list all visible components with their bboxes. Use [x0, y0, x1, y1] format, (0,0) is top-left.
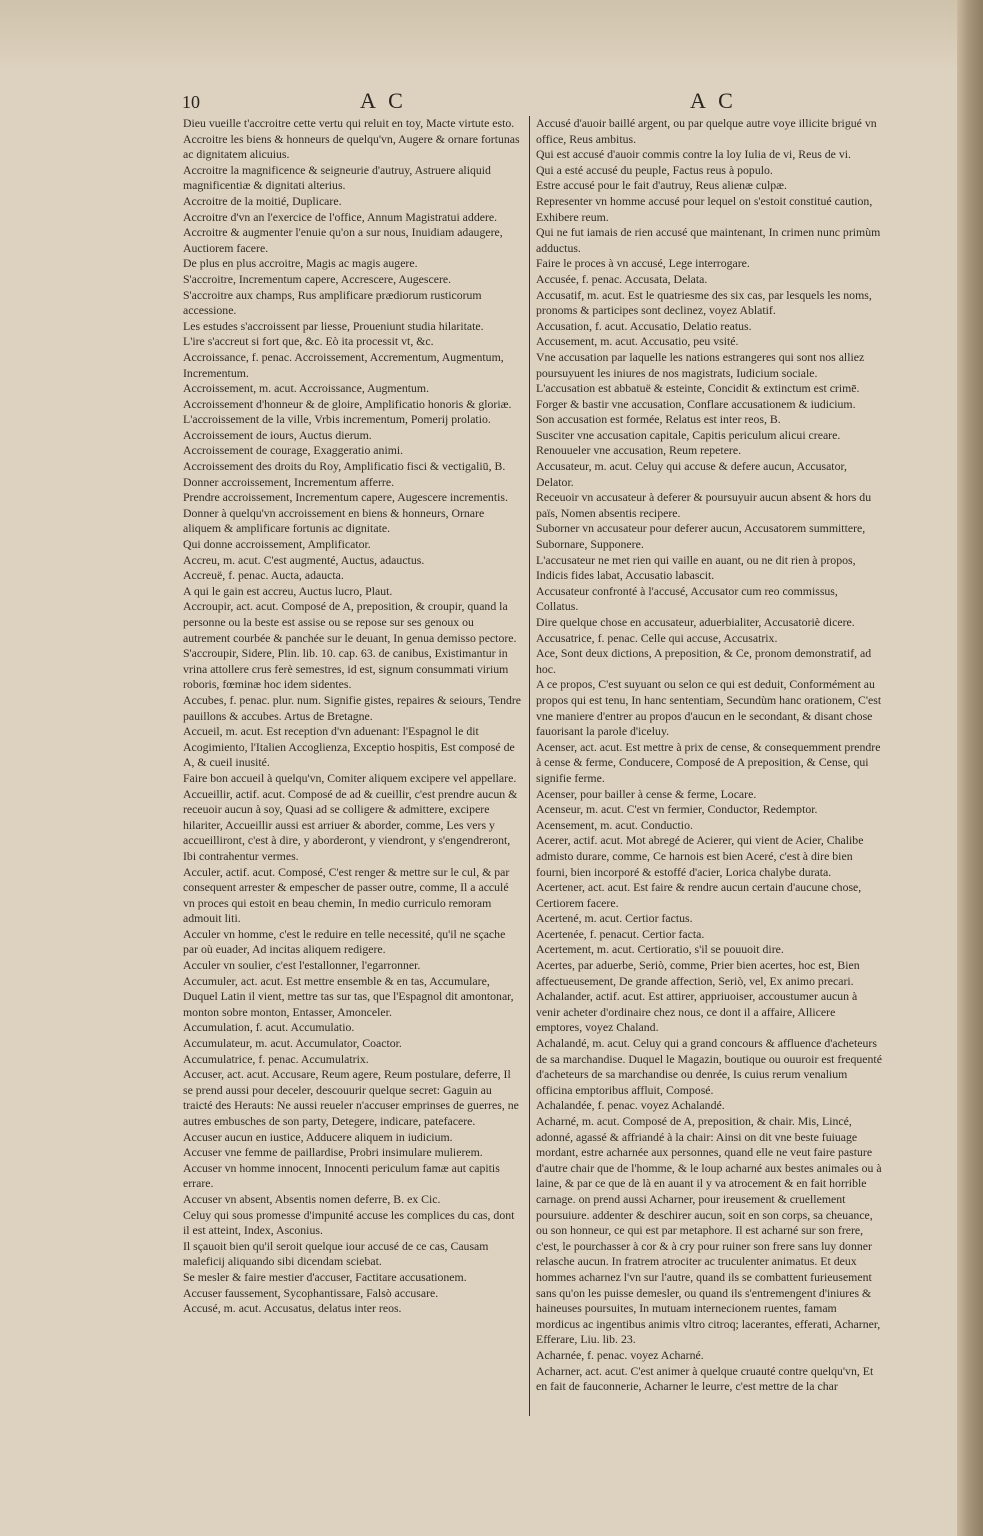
dictionary-entry: L'accusateur ne met rien qui vaille en auant, ou ne dit rien à propos, Indicis fides labat, Accusatio labascit.: [536, 552, 856, 583]
dictionary-entry: Accuser vne femme de paillardise, Probri insimulare mulierem.: [183, 1145, 483, 1160]
dictionary-entry: Renouueler vne accusation, Reum repetere.: [536, 443, 742, 458]
dictionary-entry: Faire le proces à vn accusé, Lege interrogare.: [536, 256, 750, 271]
dictionary-entry: Accuser, act. acut. Accusare, Reum agere, Reum postulare, deferre, Il se prend aussi pour deceler, descouurir quelque secret: Gaguin au traicté des Herauts: Ne aussi reueler n'accuser emprinses de guerres, ne autres embusches de son party, Detegere, indicare, patefacere.: [183, 1067, 519, 1128]
dictionary-entry: S'accroitre, Incrementum capere, Accrescere, Augescere.: [183, 271, 452, 286]
dictionary-entry: L'accusation est abbatuë & esteinte, Concidit & extinctum est crimē.: [536, 381, 860, 396]
dictionary-entry: Representer vn homme accusé pour lequel on s'estoit constitué caution, Exhibere reum.: [536, 193, 873, 224]
dictionary-entry: Accuser vn homme innocent, Innocenti periculum famæ aut capitis errare.: [183, 1160, 500, 1191]
dictionary-entry: Son accusation est formée, Relatus est inter reos, B.: [536, 412, 781, 427]
dictionary-entry: Accuser vn absent, Absentis nomen deferre, B. ex Cic.: [183, 1191, 441, 1206]
dictionary-entry: De plus en plus accroitre, Magis ac magis augere.: [183, 256, 418, 271]
dictionary-entry: Suborner vn accusateur pour deferer aucun, Accusatorem summittere, Subornare, Supponere.: [536, 521, 866, 552]
right-column-head: A C: [690, 88, 737, 113]
dictionary-entry: L'accroissement de la ville, Vrbis incrementum, Pomerij prolatio.: [183, 412, 491, 427]
dictionary-entry: Qui ne fut iamais de rien accusé que maintenant, In crimen nunc primùm adductus.: [536, 225, 881, 255]
dictionary-entry: Accroitre d'vn an l'exercice de l'office, Annum Magistratui addere.: [183, 209, 498, 224]
dictionary-entry: Accroissement de courage, Exaggeratio animi.: [183, 443, 404, 458]
dictionary-entry: Accusé d'auoir baillé argent, ou par quelque autre voye illicite brigué vn office, Reus ambitus.: [536, 116, 877, 146]
dictionary-entry: Accreuë, f. penac. Aucta, adaucta.: [183, 568, 344, 583]
page-stain: [0, 0, 983, 70]
page-number: 10: [182, 92, 200, 112]
dictionary-entry: Accusateur, m. acut. Celuy qui accuse & defere aucun, Accusator, Delator.: [536, 459, 847, 489]
dictionary-entry: Acculer, actif. acut. Composé, C'est renger & mettre sur le cul, & par consequent arrester & empescher de passer outre, comme, Il a acculé vn proces qui estoit en beau chemin, In medio curriculo remoram admouit liti.: [183, 864, 510, 926]
dictionary-entry: Accroissance, f. penac. Accroissement, Accrementum, Augmentum, Incrementum.: [183, 349, 504, 380]
dictionary-entry: Achalandée, f. penac. voyez Achalandé.: [536, 1098, 725, 1113]
dictionary-entry: Faire bon accueil à quelqu'vn, Comiter aliquem excipere vel appellare.: [183, 770, 517, 785]
dictionary-entry: Se mesler & faire mestier d'accuser, Factitare accusationem.: [183, 1269, 467, 1284]
dictionary-entry: A ce propos, C'est suyuant ou selon ce qui est deduit, Conformément au propos qui est tenu, In hanc sententiam, Secundùm hanc orationem, C'est vne maniere d'entrer au propos d'aucun en le secondant, & disant chose fauorisant la parole d'iceluy.: [536, 677, 882, 739]
dictionary-entry: L'ire s'accreut si fort que, &c. Eò ita processit vt, &c.: [183, 334, 434, 349]
dictionary-entry: Acenser, pour bailler à cense & ferme, Locare.: [536, 786, 757, 801]
dictionary-entry: Accroissement des droits du Roy, Amplificatio fisci & vectigaliū, B.: [183, 459, 506, 474]
dictionary-entry: Accroitre la magnificence & seigneurie d'autruy, Astruere aliquid magnificentiæ & dignitati alterius.: [183, 162, 491, 193]
dictionary-entry: Accroupir, act. acut. Composé de A, preposition, & croupir, quand la personne ou la beste est assise ou se repose sur ses genoux ou autrement courbée & panchée sur le deuant, In genua demisso pectore.: [183, 599, 517, 645]
dictionary-entry: Accroissement, m. acut. Accroissance, Augmentum.: [183, 381, 430, 396]
dictionary-entry: Dire quelque chose en accusateur, aduerbialiter, Accusatoriè dicere.: [536, 615, 855, 629]
dictionary-entry: Dieu vueille t'accroitre cette vertu qui reluit en toy, Macte virtute esto.: [183, 116, 515, 130]
dictionary-entry: Acenser, act. acut. Est mettre à prix de cense, & consequemment prendre à cense & ferme, Conducere, Composé de A preposition, & Cense, qui signifie ferme.: [536, 739, 881, 785]
dictionary-entry: Acerer, actif. acut. Mot abregé de Acierer, qui vient de Acier, Chalibe admisto durare, comme, Ce harnois est bien Aceré, c'est à dire bien fourni, bien incorporé & estoffé d'acier, Lorica chalybe durata.: [536, 833, 864, 879]
dictionary-entry: Acensement, m. acut. Conductio.: [536, 817, 693, 832]
dictionary-entry: Acharner, act. acut. C'est animer à quelque cruauté contre quelqu'vn, Et en fait de fauconnerie, Acharner le leurre, c'est mettre de la char: [536, 1363, 874, 1394]
dictionary-entry: Acharnée, f. penac. voyez Acharné.: [536, 1347, 704, 1362]
dictionary-entry: Prendre accroissement, Incrementum capere, Augescere incrementis.: [183, 490, 508, 505]
dictionary-entry: Accroitre & augmenter l'enuie qu'on a sur nous, Inuidiam adaugere, Auctiorem facere.: [183, 225, 503, 255]
dictionary-entry: Celuy qui sous promesse d'impunité accuse les complices du cas, dont il est atteint, Index, Asconius.: [183, 1207, 515, 1238]
dictionary-entry: Achalandé, m. acut. Celuy qui a grand concours & affluence d'acheteurs de sa marchandise. Duquel le Magazin, boutique ou ouuroir est frequenté d'acheteurs de sa marchandise ou denrée, Is cuius rerum venalium officina emptoribus affluit, Composé.: [536, 1036, 882, 1097]
dictionary-entry: Accubes, f. penac. plur. num. Signifie gistes, repaires & seiours, Tendre pauillons & accubes. Artus de Bretagne.: [183, 692, 522, 723]
dictionary-entry: Accumulatrice, f. penac. Accumulatrix.: [183, 1051, 369, 1066]
running-header: [180, 88, 890, 116]
dictionary-entry: Accusation, f. acut. Accusatio, Delatio reatus.: [536, 318, 752, 333]
right-column: [536, 116, 882, 1395]
dictionary-entry: Acharné, m. acut. Composé de A, preposition, & chair. Mis, Lincé, adonné, agassé & affriandé à la chair: Ainsi on dit vne beste fuiuage mordant, estre acharnée aux personnes, quand elle ne veut faire pasture d'autre chair que de l'homme, & le loup acharné aux bestes animales ou à laine, & par ce que de là en auant il y va atrocement & en fait horrible carnage. on prend aussi Acharner, pour ireusement & cruellement poursuiure. addenter & deschirer aucun, soit en son corps, sa cheuance, ou son honneur, ce qui est par metaphore. Il est acharné sur son frere, c'est, le pourchasser à cor & à cry pour ruiner son frere sans luy donner relasche aucun. In fratrem atrociter ac truculenter animatus. Et deux hommes acharnez l'vn sur l'autre, quand ils se combattent furieusement sans qu'on les puisse demesler, ou quand ils s'entremengent d'iniures & haineuses poursuites, In mutuam internecionem ruentes, famam mordicus ac ingentibus animis vltro citroq; lacerantes, efferati, Acharner, Efferare, Liu. lib. 23.: [536, 1114, 882, 1347]
dictionary-entry: Qui a esté accusé du peuple, Factus reus à populo.: [536, 162, 773, 177]
dictionary-entry: Susciter vne accusation capitale, Capitis periculum alicui creare.: [536, 427, 841, 442]
dictionary-entry: Accreu, m. acut. C'est augmenté, Auctus, adauctus.: [183, 552, 425, 567]
dictionary-entry: Estre accusé pour le fait d'autruy, Reus alienæ culpæ.: [536, 178, 787, 193]
dictionary-entry: Accumulation, f. acut. Accumulatio.: [183, 1020, 355, 1035]
column-rule: [529, 116, 530, 1416]
dictionary-entry: Acenseur, m. acut. C'est vn fermier, Conductor, Redemptor.: [536, 802, 818, 817]
left-column: [183, 116, 523, 1317]
dictionary-entry: Accueil, m. acut. Est reception d'vn aduenant: l'Espagnol le dit Acogimiento, l'Italien Accoglienza, Exceptio hospitis, Est composé de A, & cueil inusité.: [183, 724, 515, 770]
dictionary-entry: Accumulateur, m. acut. Accumulator, Coactor.: [183, 1036, 402, 1051]
dictionary-entry: S'accroitre aux champs, Rus amplificare prædiorum rusticorum accessione.: [183, 287, 482, 318]
dictionary-entry: Accumuler, act. acut. Est mettre ensemble & en tas, Accumulare, Duquel Latin il vient, mettre tas sur tas, que l'Espagnol dit amontonar, monton sobre monton, Entasser, Amonceler.: [183, 973, 514, 1019]
dictionary-entry: Achalander, actif. acut. Est attirer, appriuoiser, accoustumer aucun à venir acheter d'ordinaire chez nous, ce dont il a affaire, Allicere emptores, voyez Chaland.: [536, 989, 858, 1035]
dictionary-entry: Forger & bastir vne accusation, Conflare accusationem & iudicium.: [536, 396, 856, 411]
dictionary-entry: Les estudes s'accroissent par liesse, Proueniunt studia hilaritate.: [183, 318, 484, 333]
dictionary-entry: Qui est accusé d'auoir commis contre la loy Iulia de vi, Reus de vi.: [536, 147, 851, 162]
dictionary-entry: A qui le gain est accreu, Auctus lucro, Plaut.: [183, 583, 393, 598]
dictionary-entry: Accusatif, m. acut. Est le quatriesme des six cas, par lesquels les noms, pronoms & participes sont declinez, voyez Ablatif.: [536, 287, 872, 318]
dictionary-entry: Vne accusation par laquelle les nations estrangeres qui sont nos alliez poursuyuent les iniures de nos magistrats, Iudicium sociale.: [536, 349, 865, 380]
dictionary-entry: Accueillir, actif. acut. Composé de ad & cueillir, c'est prendre aucun & receuoir aucun à soy, Quasi ad se colligere & admittere, excipere hilariter, Accueillir aussi est arriuer & aborder, comme, Les vers y accueilliront, c'est à dire, y aborderont, y viendront, y s'engendreront, Ibi contrahentur vermes.: [183, 786, 518, 863]
dictionary-entry: Accusatrice, f. penac. Celle qui accuse, Accusatrix.: [536, 630, 778, 645]
dictionary-entry: Donner à quelqu'vn accroissement en biens & honneurs, Ornare aliquem & amplificare fortunis ac dignitate.: [183, 505, 485, 536]
dictionary-entry: Accroitre de la moitié, Duplicare.: [183, 193, 342, 208]
dictionary-entry: Accusement, m. acut. Accusatio, peu vsité.: [536, 334, 739, 349]
dictionary-entry: Acertener, act. acut. Est faire & rendre aucun certain d'aucune chose, Certiorem facere.: [536, 880, 862, 910]
dictionary-entry: Accuser faussement, Sycophantissare, Falsò accusare.: [183, 1285, 439, 1300]
dictionary-entry: Accusée, f. penac. Accusata, Delata.: [536, 271, 708, 286]
dictionary-entry: Accroitre les biens & honneurs de quelqu'vn, Augere & ornare fortunas ac dignitatem alicuius.: [183, 131, 520, 162]
dictionary-entry: Acertes, par aduerbe, Seriò, comme, Prier bien acertes, hoc est, Bien affectueusement, De grande affection, Seriò, vel, Ex animo precari.: [536, 958, 860, 988]
dictionary-entry: Il sçauoit bien qu'il seroit quelque iour accusé de ce cas, Causam maleficij aliquando sibi dicendam sciebat.: [183, 1238, 489, 1269]
dictionary-entry: Accusateur confronté à l'accusé, Accusator cum reo commissus, Collatus.: [536, 583, 838, 614]
dictionary-entry: Donner accroissement, Incrementum afferre.: [183, 474, 395, 489]
dictionary-entry: Acertenée, f. penacut. Certior facta.: [536, 926, 705, 941]
dictionary-entry: Accuser aucun en iustice, Adducere aliquem in iudicium.: [183, 1129, 453, 1144]
dictionary-entry: Accusé, m. acut. Accusatus, delatus inter reos.: [183, 1301, 402, 1316]
dictionary-entry: Acculer vn homme, c'est le reduire en telle necessité, qu'il ne sçache par où euader, Ad incitas aliquem redigere.: [183, 926, 506, 957]
dictionary-entry: Acculer vn soulier, c'est l'estallonner, l'egarronner.: [183, 958, 421, 973]
dictionary-entry: Ace, Sont deux dictions, A preposition, & Ce, pronom demonstratif, ad hoc.: [536, 646, 872, 676]
dictionary-entry: Acertement, m. acut. Certioratio, s'il se pouuoit dire.: [536, 942, 784, 957]
dictionary-entry: S'accroupir, Sidere, Plin. lib. 10. cap. 63. de canibus, Existimantur in vrina attollere crus ferè semestres, id est, signum consummati virium roboris, fœminæ hoc idem sidentes.: [183, 646, 509, 692]
dictionary-entry: Receuoir vn accusateur à deferer & poursuyuir aucun absent & hors du païs, Nomen absentis recipere.: [536, 490, 872, 520]
dictionary-entry: Qui donne accroissement, Amplificator.: [183, 537, 371, 552]
dictionary-entry: Accroissement d'honneur & de gloire, Amplificatio honoris & gloriæ.: [183, 396, 512, 411]
book-spine-edge: [957, 0, 983, 1536]
dictionary-entry: Accroissement de iours, Auctus dierum.: [183, 427, 372, 442]
left-column-head: A C: [360, 88, 407, 113]
dictionary-entry: Acertené, m. acut. Certior factus.: [536, 911, 693, 926]
